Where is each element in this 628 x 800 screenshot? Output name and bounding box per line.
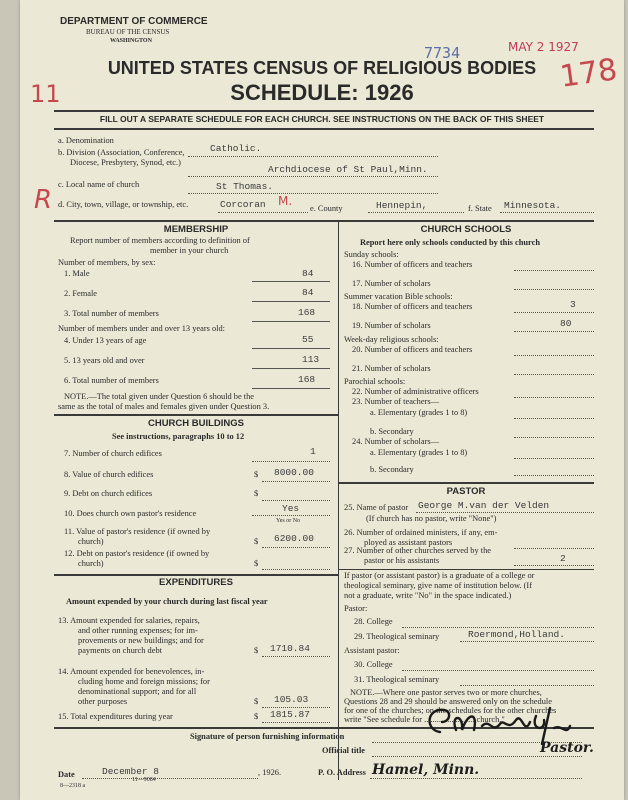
schools-title: CHURCH SCHOOLS [420,224,512,235]
q23b-label: b. Secondary [370,427,414,436]
q5-over13-label: 5. 13 years old and over [64,356,145,365]
local-name-value: St Thomas. [216,181,274,192]
expenditures-title: EXPENDITURES [159,577,233,588]
state-value: Minnesota. [504,200,562,211]
city-label: WASHINGTON [110,38,152,44]
q13-dollar: $ [254,646,259,655]
q6-total-value: 168 [298,374,316,385]
pastor-note-3: for one of the churches; on the schedules for the other churches [344,706,557,715]
yes-no-hint: Yes or No [276,518,301,524]
q3-total-label: 3. Total number of members [64,309,159,318]
q25-label: 25. Name of pastor [344,503,409,512]
date-label: Date [58,770,75,779]
q4-under13-value: 55 [302,334,314,345]
q18-label: 18. Number of officers and teachers [352,302,473,311]
q7-edifices-value: 1 [310,446,316,457]
assistant-pastor-label: Assistant pastor: [344,646,400,655]
q24a-label: a. Elementary (grades 1 to 8) [370,448,468,457]
pastor-sub-label: Pastor: [344,604,368,613]
membership-intro-2: member in your church [150,246,229,255]
dept-label: DEPARTMENT OF COMMERCE [60,16,208,27]
q24-label: 24. Number of scholars— [352,437,439,446]
q11-value-amount: 6200.00 [274,533,314,544]
q8-value-label: 8. Value of church edifices [64,470,154,479]
q10-residence-label: 10. Does church own pastor's residence [64,509,197,518]
q12-dollar: $ [254,559,259,568]
official-title-value: Pastor. [540,740,594,756]
date-year: , 1926. [258,768,282,777]
q11-label-2: church) [78,537,104,546]
q20-label: 20. Number of officers and teachers [352,345,473,354]
bureau-label: BUREAU OF THE CENSUS [86,28,170,36]
pastor-note-1: NOTE.—Where one pastor serves two or more churches, [350,688,542,697]
q25-hint: (If church has no pastor, write "None") [366,514,497,523]
local-name-label: c. Local name of church [58,180,140,189]
red-note-r: R [34,185,53,215]
q23-label: 23. Number of teachers— [352,397,439,406]
expenditures-sub: Amount expended by your church during last fiscal year [66,597,268,606]
q14-dollar: $ [254,697,259,706]
q28-label: 28. College [354,617,393,626]
q7-edifices-label: 7. Number of church edifices [64,449,162,458]
graduate-note-3: not a graduate, write "No" in the space indicated.) [344,591,512,600]
q14-label-1: 14. Amount expended for benevolences, in- [58,667,205,676]
denomination-value: Catholic. [210,143,262,154]
q3-total-value: 168 [298,307,316,318]
q26-label-2: ployed as assistant pastors [364,538,453,547]
membership-title: MEMBERSHIP [163,224,229,235]
red-note-right: 178 [557,52,620,95]
po-address-value: Hamel, Minn. [372,762,480,778]
q26-label-1: 26. Number of ordained ministers, if any, em- [344,528,498,537]
q5-over13-value: 113 [302,354,320,365]
q15-dollar: $ [254,712,259,721]
red-note-left: 11 [30,80,61,108]
official-title-label: Official title [322,746,366,755]
serial-number: 7734 [424,44,461,62]
age-heading: Number of members under and over 13 years old: [58,324,225,333]
state-label: f. State [468,204,492,213]
buildings-title: CHURCH BUILDINGS [147,418,245,429]
division-label-2: Diocese, Presbytery, Synod, etc.) [70,158,181,167]
q8-dollar: $ [254,470,259,479]
q13-label-4: payments on church debt [78,646,162,655]
q11-dollar: $ [254,537,259,546]
county-label: e. County [310,204,343,213]
pastor-note-4: write "See schedule for ........................ church." [344,715,505,724]
q16-label: 16. Number of officers and teachers [352,260,473,269]
q13-label-1: 13. Amount expended for salaries, repairs, [58,616,200,625]
q14-label-4: other purposes [78,697,128,706]
q4-under13-label: 4. Under 13 years of age [64,336,147,345]
q14-label-2: cluding home and foreign missions; for [78,677,210,686]
instruction-line: FILL OUT A SEPARATE SCHEDULE FOR EACH CHURCH. SEE INSTRUCTIONS ON THE BACK OF THIS SHEET [99,114,545,124]
membership-note-1: NOTE.—The total given under Question 6 should be the [64,392,255,401]
denomination-label: a. Denomination [58,136,114,145]
q19-value: 80 [560,318,572,329]
q9-debt-label: 9. Debt on church edifices [64,489,153,498]
parochial-schools: Parochial schools: [344,377,406,386]
q14-amount: 105.03 [274,694,309,705]
q29-label: 29. Theological seminary [354,632,440,641]
q8-value-amount: 8000.00 [274,467,314,478]
form-number-1: 8—2318 a [60,783,86,789]
q2-female-label: 2. Female [64,289,98,298]
form-subtitle: SCHEDULE: 1926 [230,80,414,105]
county-value: Hennepin, [376,200,428,211]
q27-label-2: pastor or his assistants [364,556,440,565]
pastor-title: PASTOR [446,486,486,497]
division-label-1: b. Division (Association, Conference, [58,148,185,157]
q10-residence-value: Yes [282,503,300,514]
schools-sub: Report here only schools conducted by this church [360,238,540,247]
q12-label-1: 12. Debt on pastor's residence (if owned by [64,549,210,558]
q1-male-value: 84 [302,268,314,279]
q23a-label: a. Elementary (grades 1 to 8) [370,408,468,417]
q18-value: 3 [570,299,576,310]
q24b-label: b. Secondary [370,465,414,474]
q13-amount: 1710.84 [270,643,310,654]
form-title: UNITED STATES CENSUS OF RELIGIOUS BODIES [107,58,537,78]
q27-value: 2 [560,553,566,564]
q15-amount: 1815.87 [270,709,310,720]
po-address-label: P. O. Address [318,768,366,777]
q2-female-value: 84 [302,287,314,298]
q31-label: 31. Theological seminary [354,675,440,684]
q9-dollar: $ [254,489,259,498]
q30-label: 30. College [354,660,393,669]
pastor-note-2: Questions 28 and 29 should be answered only on the schedule [344,697,552,706]
q13-label-3: provements or new buildings; and for [78,636,204,645]
members-by-sex: Number of members, by sex: [58,258,156,267]
signature-label: Signature of person furnishing information [190,732,345,741]
graduate-note-1: If pastor (or assistant pastor) is a graduate of a college or [344,571,535,580]
date-value: December 8 [102,766,160,777]
q13-label-2: and other running expenses; for im- [78,626,198,635]
membership-note-2: same as the total of males and females given under Question 3. [58,402,270,411]
summer-schools: Summer vacation Bible schools: [344,292,453,301]
graduate-note-2: theological seminary, give name of institution below. (If [344,581,532,590]
division-value: Archdiocese of St Paul,Minn. [268,164,428,175]
q12-label-2: church) [78,559,104,568]
city-label-field: d. City, town, village, or township, etc. [58,200,189,209]
q1-male-label: 1. Male [64,269,90,278]
q22-label: 22. Number of administrative officers [352,387,479,396]
q15-label: 15. Total expenditures during year [58,712,173,721]
q29-value: Roermond,Holland. [468,629,565,640]
census-schedule-sheet [20,0,624,800]
city-red-mark: M. [278,194,293,208]
q6-total-label: 6. Total number of members [64,376,159,385]
received-date-stamp: MAY 2 1927 [508,40,579,54]
q19-label: 19. Number of scholars [352,321,431,330]
q25-value: George M.van der Velden [418,500,550,511]
weekday-schools: Week-day religious schools: [344,335,439,344]
form-number-2: 11—9084 [132,777,156,783]
q17-label: 17. Number of scholars [352,279,431,288]
q21-label: 21. Number of scholars [352,364,431,373]
q27-label-1: 27. Number of other churches served by the [344,546,491,555]
membership-intro-1: Report number of members according to definition of [70,236,250,245]
q11-label-1: 11. Value of pastor's residence (if owned by [64,527,211,536]
city-value: Corcoran [220,199,266,210]
sunday-schools: Sunday schools: [344,250,399,259]
q14-label-3: denominational support; and for all [78,687,197,696]
buildings-sub: See instructions, paragraphs 10 to 12 [112,432,245,441]
